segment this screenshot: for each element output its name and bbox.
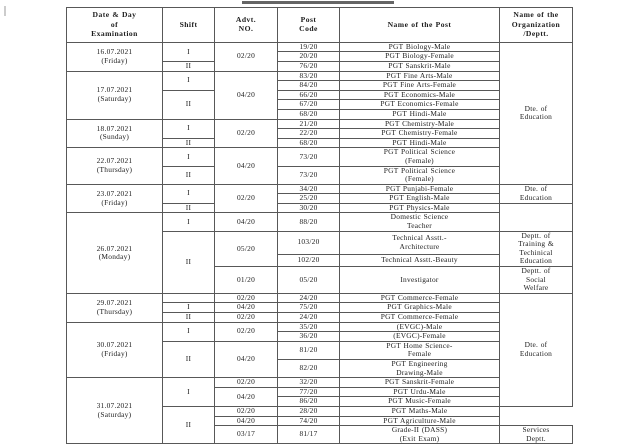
cell-shift: I xyxy=(163,148,215,166)
cell-shift: I xyxy=(163,213,215,231)
cell-post-code: 67/20 xyxy=(278,100,340,110)
cell-post-name: PGT Sanskrit-Female xyxy=(340,378,500,388)
cell-post-code: 24/20 xyxy=(278,313,340,323)
cell-post-code: 21/20 xyxy=(278,119,340,129)
cell-post-code: 84/20 xyxy=(278,81,340,91)
table-row xyxy=(67,293,573,303)
cell-post-code: 19/20 xyxy=(278,42,340,52)
cell-post-code: 83/20 xyxy=(278,71,340,81)
column-header-post-name xyxy=(340,8,500,43)
cell-shift: II xyxy=(163,166,215,184)
scan-artifact-left-mark xyxy=(4,6,6,16)
cell-date-23-07 xyxy=(67,184,163,213)
cell-shift: I xyxy=(163,184,215,203)
cell-post-name: PGT Urdu-Male xyxy=(340,387,500,397)
cell-shift: I xyxy=(163,71,215,90)
scan-artifact-top-bar xyxy=(242,1,394,4)
date-value: 23.07.2021 xyxy=(96,188,133,198)
organization-line2: Social xyxy=(526,274,546,284)
cell-date-22-07 xyxy=(67,148,163,184)
post-name-line2: (Female) xyxy=(405,174,434,184)
cell-post-code: 05/20 xyxy=(278,267,340,294)
cell-post-code: 34/20 xyxy=(278,184,340,194)
column-header-date xyxy=(67,8,163,43)
table-row xyxy=(67,184,573,194)
date-value: 31.07.2021 xyxy=(96,401,133,411)
column-header-advt-line2: NO. xyxy=(238,24,254,34)
cell-date-17-07 xyxy=(67,71,163,119)
cell-post-code: 20/20 xyxy=(278,52,340,62)
cell-shift: II xyxy=(163,231,215,293)
cell-advt: 04/20 xyxy=(215,341,278,377)
cell-date-30-07 xyxy=(67,322,163,378)
cell-advt: 04/20 xyxy=(215,213,278,231)
column-header-organization-line1: Name of the xyxy=(513,10,559,19)
cell-post-name: PGT Agriculture-Male xyxy=(340,416,500,426)
table-row xyxy=(67,71,573,81)
date-value: 16.07.2021 xyxy=(96,47,133,57)
cell-post-name: PGT Commerce-Female xyxy=(340,313,500,323)
organization-line1: Deptt. of xyxy=(521,230,551,240)
cell-shift: II xyxy=(163,203,215,213)
cell-date-18-07 xyxy=(67,119,163,148)
cell-post-code: 22/20 xyxy=(278,129,340,139)
cell-post-name: (EVGC)-Male xyxy=(340,322,500,332)
table-row xyxy=(67,119,573,129)
cell-post-code: 82/20 xyxy=(278,359,340,377)
cell-organization xyxy=(500,42,573,184)
post-name-line1: Grade-II (DASS) xyxy=(391,425,448,435)
cell-post-name: PGT Maths-Male xyxy=(340,406,500,416)
cell-post-code: 103/20 xyxy=(278,231,340,254)
cell-post-name: PGT Fine Arts-Female xyxy=(340,81,500,91)
cell-post-code: 66/20 xyxy=(278,90,340,100)
cell-shift: II xyxy=(163,313,215,323)
cell-shift: II xyxy=(163,138,215,148)
cell-organization xyxy=(500,184,573,203)
cell-post-name: PGT Economics-Female xyxy=(340,100,500,110)
organization-line2: Education xyxy=(519,192,553,202)
cell-post-name: PGT Fine Arts-Male xyxy=(340,71,500,81)
cell-post-code: 73/20 xyxy=(278,166,340,184)
cell-organization xyxy=(500,203,573,231)
column-header-advt-line1: Advt. xyxy=(235,14,257,24)
cell-advt: 04/20 xyxy=(215,416,278,426)
cell-post-name: PGT Graphics-Male xyxy=(340,303,500,313)
cell-post-code: 32/20 xyxy=(278,378,340,388)
cell-advt: 02/20 xyxy=(215,322,278,341)
post-name-line1: Technical Asstt.- xyxy=(392,233,447,243)
date-value: 26.07.2021 xyxy=(96,243,133,253)
date-value: 29.07.2021 xyxy=(96,298,133,308)
cell-post-code: 68/20 xyxy=(278,138,340,148)
table-header xyxy=(67,8,573,43)
cell-post-code: 102/20 xyxy=(278,254,340,266)
cell-post-name xyxy=(340,359,500,377)
post-name-line2: (Female) xyxy=(405,155,434,165)
cell-shift: I xyxy=(163,119,215,138)
post-name-line1: PGT Political Science xyxy=(383,147,456,157)
organization-line2: Training & xyxy=(518,239,554,249)
cell-post-name xyxy=(340,426,500,444)
cell-post-name: PGT Physics-Male xyxy=(340,203,500,213)
cell-post-code: 68/20 xyxy=(278,109,340,119)
cell-post-code: 28/20 xyxy=(278,406,340,416)
day-value: (Friday) xyxy=(101,348,128,358)
cell-advt: 02/20 xyxy=(215,406,278,416)
column-header-post-code-line2: Code xyxy=(299,24,318,34)
cell-post-name xyxy=(340,231,500,254)
cell-advt: 03/17 xyxy=(215,426,278,444)
day-value: (Thursday) xyxy=(96,306,133,316)
column-header-shift xyxy=(163,8,215,43)
cell-advt: 04/20 xyxy=(215,387,278,406)
table-row xyxy=(67,148,573,166)
date-value: 30.07.2021 xyxy=(96,340,133,350)
organization-line1: Dte. of xyxy=(524,340,548,350)
cell-post-code: 74/20 xyxy=(278,416,340,426)
table-row xyxy=(67,213,573,231)
cell-post-name xyxy=(340,148,500,166)
table-row xyxy=(67,322,573,332)
cell-post-code: 81/17 xyxy=(278,426,340,444)
column-header-date-line2: of xyxy=(110,19,119,29)
cell-post-code: 86/20 xyxy=(278,397,340,407)
organization-line3: Techinical xyxy=(519,247,553,257)
cell-date-29-07 xyxy=(67,293,163,322)
cell-post-name: PGT Biology-Male xyxy=(340,42,500,52)
cell-post-code: 76/20 xyxy=(278,61,340,71)
cell-post-code: 24/20 xyxy=(278,293,340,303)
organization-line1: Dte. of xyxy=(524,184,548,194)
cell-post-code: 36/20 xyxy=(278,332,340,342)
column-header-date-line1: Date & Day xyxy=(92,10,137,19)
column-header-organization-line3: /Deptt. xyxy=(523,29,549,39)
date-value: 18.07.2021 xyxy=(96,123,133,133)
cell-advt: 02/20 xyxy=(215,293,278,303)
table-body xyxy=(67,42,573,444)
cell-post-name: PGT English-Male xyxy=(340,194,500,204)
cell-post-name: PGT Sanskrit-Male xyxy=(340,61,500,71)
exam-schedule-table xyxy=(66,7,573,444)
cell-advt: 02/20 xyxy=(215,378,278,388)
cell-advt: 02/20 xyxy=(215,119,278,148)
post-name-line1: Domestic Science xyxy=(390,212,449,222)
cell-post-name: Investigator xyxy=(340,267,500,294)
cell-shift: I xyxy=(163,42,215,61)
post-name-line2: Female xyxy=(407,349,432,359)
organization-line3: Welfare xyxy=(523,283,549,293)
date-value: 17.07.2021 xyxy=(96,85,133,95)
cell-organization xyxy=(500,426,573,444)
post-name-line2: Teacher xyxy=(406,221,433,231)
cell-shift: I xyxy=(163,378,215,407)
cell-post-name: PGT Music-Female xyxy=(340,397,500,407)
organization-line1: Dte. of xyxy=(524,103,548,113)
cell-post-code: 35/20 xyxy=(278,322,340,332)
column-header-organization-line2: Organization xyxy=(511,19,561,29)
cell-post-name: PGT Chemistry-Male xyxy=(340,119,500,129)
day-value: (Thursday) xyxy=(96,165,133,174)
cell-advt: 01/20 xyxy=(215,267,278,294)
column-header-post-code-line1: Post xyxy=(300,14,317,24)
organization-line4: Education xyxy=(519,256,553,266)
cell-advt: 05/20 xyxy=(215,231,278,266)
organization-line2: Education xyxy=(519,348,553,358)
post-name-line2: Drawing-Male xyxy=(396,367,443,377)
cell-advt: 02/20 xyxy=(215,313,278,323)
cell-post-code: 88/20 xyxy=(278,213,340,231)
day-value: (Sunday) xyxy=(99,132,130,142)
column-header-post-name-line1: Name of the Post xyxy=(387,19,452,29)
cell-post-code: 30/20 xyxy=(278,203,340,213)
cell-advt: 02/20 xyxy=(215,42,278,71)
cell-shift: I xyxy=(163,303,215,313)
cell-shift: I xyxy=(163,322,215,341)
cell-organization xyxy=(500,231,573,266)
day-value: (Saturday) xyxy=(97,409,132,419)
column-header-date-line3: Examination xyxy=(91,29,138,39)
cell-post-name: PGT Hindi-Male xyxy=(340,138,500,148)
cell-post-name: PGT Hindi-Male xyxy=(340,109,500,119)
cell-post-name: Technical Asstt.-Beauty xyxy=(340,254,500,266)
table-header-row xyxy=(67,8,573,43)
cell-post-code: 73/20 xyxy=(278,148,340,166)
column-header-advt xyxy=(215,8,278,43)
cell-post-name: (EVGC)-Female xyxy=(340,332,500,342)
column-header-shift-line1: Shift xyxy=(179,19,198,29)
organization-line1: Services xyxy=(522,425,550,435)
cell-shift: II xyxy=(163,341,215,377)
cell-post-name xyxy=(340,213,500,231)
cell-post-name: PGT Chemistry-Female xyxy=(340,129,500,139)
table-row xyxy=(67,378,573,388)
cell-post-code: 81/20 xyxy=(278,341,340,359)
cell-advt: 04/20 xyxy=(215,303,278,313)
cell-post-code: 25/20 xyxy=(278,194,340,204)
table-row xyxy=(67,42,573,52)
cell-shift: II xyxy=(163,406,215,443)
organization-line2: Deptt. xyxy=(526,433,546,443)
cell-post-name: PGT Punjabi-Female xyxy=(340,184,500,194)
cell-date-31-07 xyxy=(67,378,163,444)
cell-shift: II xyxy=(163,90,215,119)
post-name-line2: (Exit Exam) xyxy=(399,433,440,443)
cell-post-code: 77/20 xyxy=(278,387,340,397)
date-value: 22.07.2021 xyxy=(96,156,133,166)
cell-organization xyxy=(500,293,573,406)
column-header-organization xyxy=(500,8,573,43)
post-name-line1: PGT Home Science- xyxy=(386,340,453,350)
cell-date-16-07 xyxy=(67,42,163,71)
cell-organization xyxy=(500,267,573,294)
cell-advt: 04/20 xyxy=(215,71,278,119)
cell-post-name xyxy=(340,341,500,359)
cell-shift: II xyxy=(163,61,215,71)
cell-post-code: 75/20 xyxy=(278,303,340,313)
cell-advt: 02/20 xyxy=(215,184,278,213)
cell-post-name: PGT Commerce-Female xyxy=(340,293,500,303)
day-value: (Friday) xyxy=(101,197,128,207)
day-value: (Monday) xyxy=(98,252,131,262)
post-name-line2: Architecture xyxy=(399,241,440,251)
cell-date-26-07 xyxy=(67,213,163,293)
column-header-post-code xyxy=(278,8,340,43)
cell-post-name: PGT Biology-Female xyxy=(340,52,500,62)
day-value: (Friday) xyxy=(101,55,128,65)
cell-advt: 04/20 xyxy=(215,148,278,184)
organization-line1: Deptt. of xyxy=(521,266,551,276)
post-name-line1: PGT Political Science xyxy=(383,165,456,175)
exam-schedule-table-container xyxy=(66,7,572,444)
day-value: (Saturday) xyxy=(97,94,132,104)
cell-post-name: PGT Economics-Male xyxy=(340,90,500,100)
organization-line2: Education xyxy=(519,112,553,122)
post-name-line1: PGT Engineering xyxy=(391,358,448,368)
cell-post-name xyxy=(340,166,500,184)
